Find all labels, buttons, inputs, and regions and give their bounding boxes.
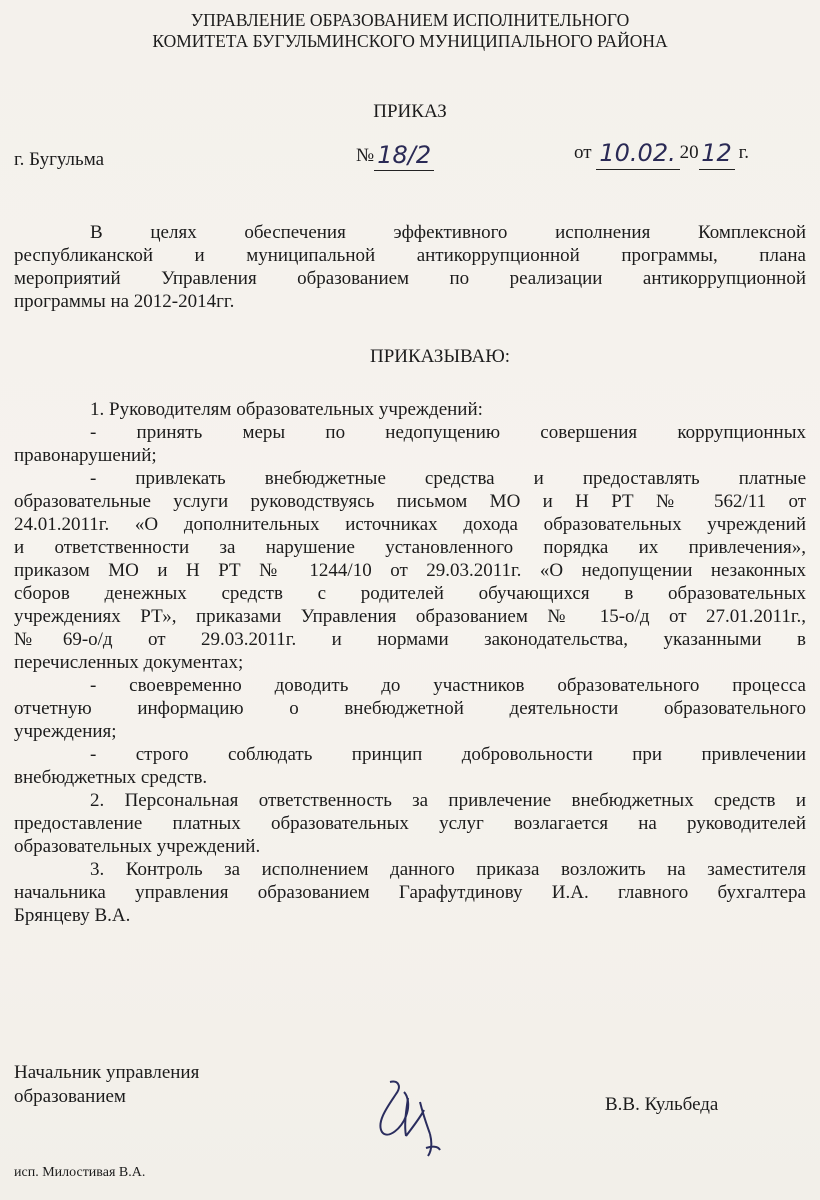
signer-position-line-1: Начальник управления	[14, 1062, 200, 1083]
item-line: учреждения;	[14, 721, 117, 742]
item-line: начальника управления образованием Гарафутдинову И.А. главного бухгалтера	[14, 882, 806, 903]
preamble	[14, 221, 806, 313]
org-header-line-2: КОМИТЕТА БУГУЛЬМИНСКОГО МУНИЦИПАЛЬНОГО РАЙОНА	[152, 31, 668, 51]
city: г. Бугульма	[14, 149, 105, 170]
signer-position	[14, 1061, 199, 1109]
item-line: №69-о/д от 29.03.2011г. и нормами законодательства, указанными в	[14, 629, 806, 650]
signer-position-line-2: образованием	[14, 1086, 126, 1107]
item-line: сборов денежных средств с родителей обучающихся в образовательных	[14, 583, 806, 604]
item-line: 2. Персональная ответственность за привлечение внебюджетных средств и	[90, 790, 806, 811]
item-line: - привлекать внебюджетные средства и предоставлять платные	[90, 468, 806, 489]
item-line: учреждениях РТ», приказами Управления образованием № 15-о/д от 27.01.2011г.,	[14, 606, 806, 627]
number-prefix: №	[356, 145, 375, 166]
executor-note: исп. Милостивая В.А.	[14, 1165, 146, 1180]
order-word: ПРИКАЗЫВАЮ:	[370, 346, 511, 367]
number-value: 18/2	[374, 140, 434, 171]
date-suffix: г.	[738, 142, 749, 163]
item-line: предоставление платных образовательных услуг возлагается на руководителей	[14, 813, 806, 834]
preamble-line: мероприятий Управления образованием по реализации антикоррупционной	[14, 268, 806, 289]
item-line: правонарушений;	[14, 445, 157, 466]
org-header-line-1: УПРАВЛЕНИЕ ОБРАЗОВАНИЕМ ИСПОЛНИТЕЛЬНОГО	[190, 10, 630, 30]
item-line: 1. Руководителям образовательных учреждений:	[90, 399, 483, 420]
item-line: внебюджетных средств.	[14, 767, 208, 788]
item-line: образовательных учреждений.	[14, 836, 261, 857]
order-date	[574, 136, 749, 170]
date-prefix: от	[574, 142, 592, 163]
order-number	[356, 140, 434, 171]
item-line: и ответственности за нарушение установленного порядка их привлечения»,	[14, 537, 806, 558]
item-line: - своевременно доводить до участников образовательного процесса	[90, 675, 806, 696]
preamble-line: программы на 2012-2014гг.	[14, 291, 235, 312]
item-line: 3. Контроль за исполнением данного приказа возложить на заместителя	[90, 859, 806, 880]
handwritten-signature	[368, 1062, 468, 1162]
preamble-line: В целях обеспечения эффективного исполнения Комплексной	[90, 222, 806, 243]
preamble-line: республиканской и муниципальной антикоррупционной программы, плана	[14, 245, 806, 266]
item-line: - строго соблюдать принцип добровольности при привлечении	[90, 744, 806, 765]
document-title: ПРИКАЗ	[373, 101, 447, 122]
item-line: образовательные услуги руководствуясь письмом МО и Н РТ № 562/11 от	[14, 491, 806, 512]
item-line: приказом МО и Н РТ № 1244/10 от 29.03.2011г. «О недопущении незаконных	[14, 560, 806, 581]
item-line: - принять меры по недопущению совершения коррупционных	[90, 422, 806, 443]
order-items	[14, 398, 806, 927]
item-line: Брянцеву В.А.	[14, 905, 131, 926]
item-line: перечисленных документах;	[14, 652, 244, 673]
item-line: 24.01.2011г. «О дополнительных источниках дохода образовательных учреждений	[14, 514, 806, 535]
date-year-suffix: 12	[699, 137, 735, 170]
date-year-prefix: 20	[679, 142, 699, 163]
item-line: отчетную информацию о внебюджетной деятельности образовательного	[14, 698, 806, 719]
signer-name: В.В. Кульбеда	[605, 1094, 719, 1115]
date-day-month: 10.02.	[596, 137, 680, 170]
